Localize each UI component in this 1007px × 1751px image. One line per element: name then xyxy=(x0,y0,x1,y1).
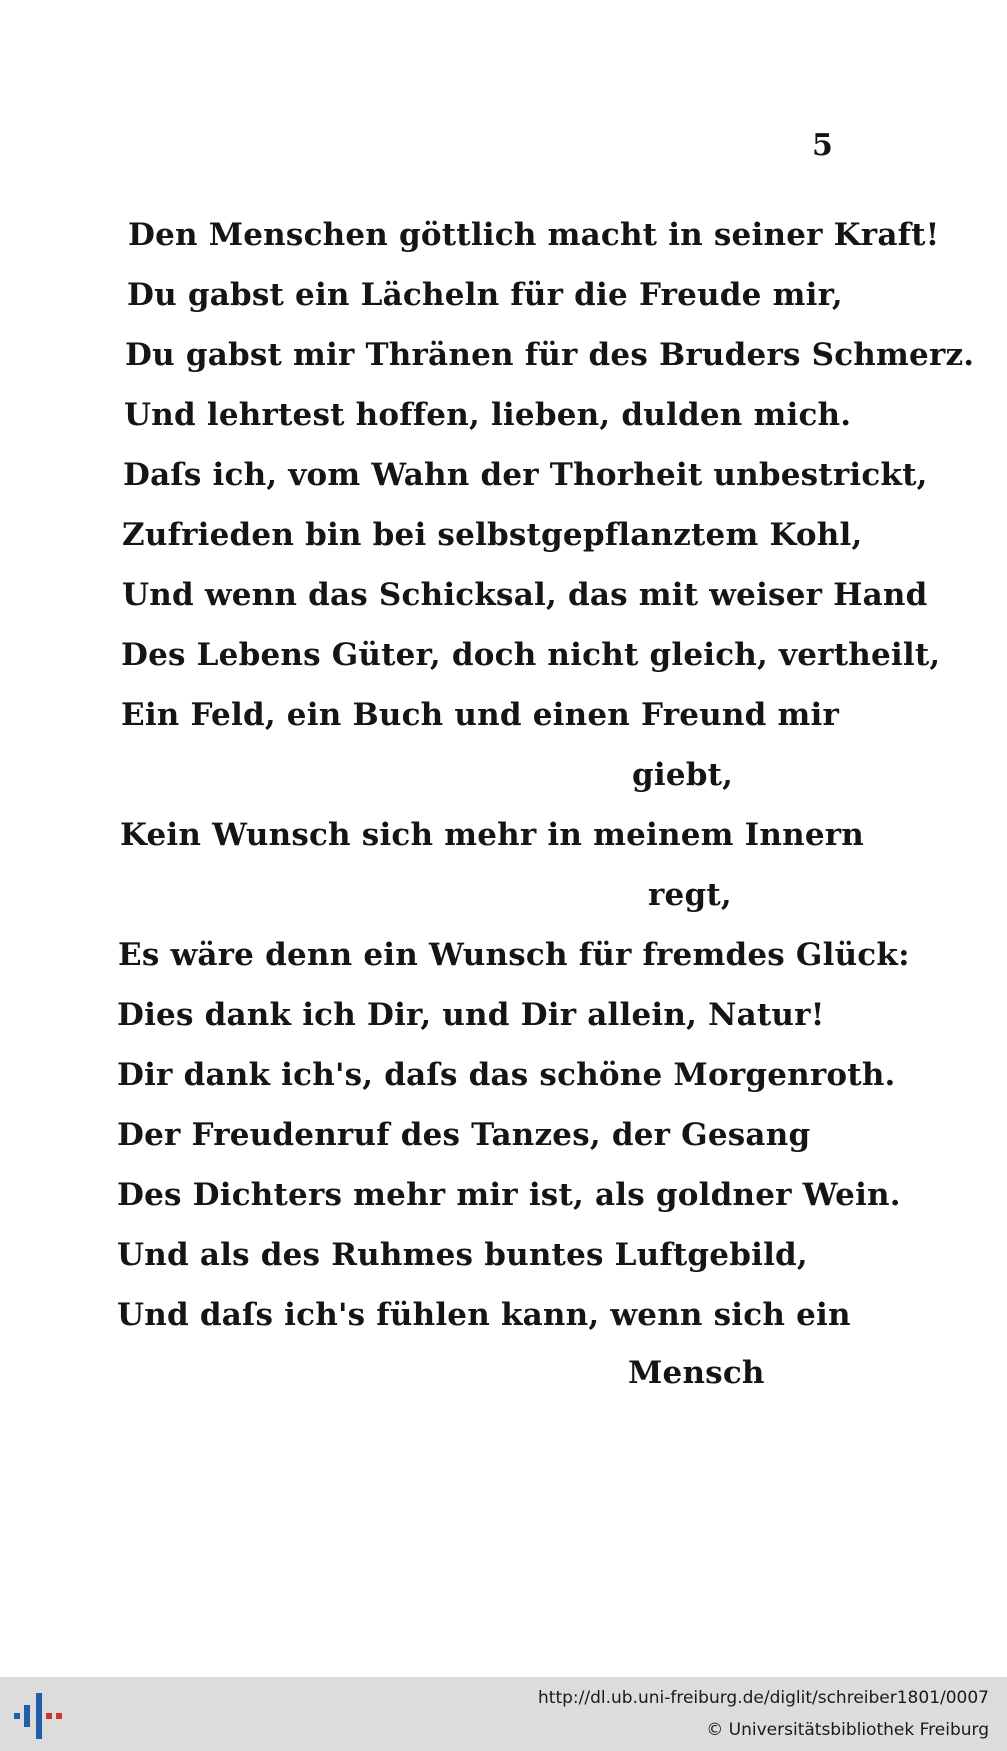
poem-line: Kein Wunsch sich mehr in meinem Innern xyxy=(120,817,865,853)
poem-line: Dies dank ich Dir, und Dir allein, Natur! xyxy=(117,997,825,1033)
poem-line: Ein Feld, ein Buch und einen Freund mir xyxy=(121,697,839,733)
poem-line: Den Menschen göttlich macht in seiner Kraft! xyxy=(128,217,940,253)
poem-line: Dir dank ich's, daſs das schöne Morgenroth. xyxy=(117,1057,896,1093)
page-number: 5 xyxy=(812,128,833,163)
copyright-notice: © Universitätsbibliothek Freiburg xyxy=(706,1720,989,1740)
poem-line: Des Dichters mehr mir ist, als goldner Wein. xyxy=(117,1177,901,1213)
poem-line: Du gabst mir Thränen für des Bruders Schmerz. xyxy=(125,337,975,373)
document-url[interactable]: http://dl.ub.uni-freiburg.de/diglit/schreiber1801/0007 xyxy=(538,1688,989,1708)
poem-line: Und als des Ruhmes buntes Luftgebild, xyxy=(117,1237,808,1273)
poem-line: Des Lebens Güter, doch nicht gleich, vertheilt, xyxy=(121,637,941,673)
poem-line: Es wäre denn ein Wunsch für fremdes Glück: xyxy=(118,937,910,973)
poem-line: Und wenn das Schicksal, das mit weiser Hand xyxy=(122,577,928,613)
poem-line-continuation: Mensch xyxy=(628,1355,765,1391)
poem-line: Du gabst ein Lächeln für die Freude mir, xyxy=(127,277,843,313)
footer-bar xyxy=(0,1677,1007,1751)
poem-line: Und daſs ich's fühlen kann, wenn sich ein xyxy=(117,1297,851,1333)
poem-line: Der Freudenruf des Tanzes, der Gesang xyxy=(117,1117,811,1153)
poem-line: Und lehrtest hoffen, lieben, dulden mich. xyxy=(124,397,852,433)
poem-line: Zufrieden bin bei selbstgepflanztem Kohl, xyxy=(122,517,863,553)
poem-line: Daſs ich, vom Wahn der Thorheit unbestrickt, xyxy=(123,457,928,493)
poem-line-continuation: giebt, xyxy=(632,757,734,793)
poem-line-continuation: regt, xyxy=(648,877,732,913)
ub-freiburg-logo-icon xyxy=(12,1689,66,1743)
